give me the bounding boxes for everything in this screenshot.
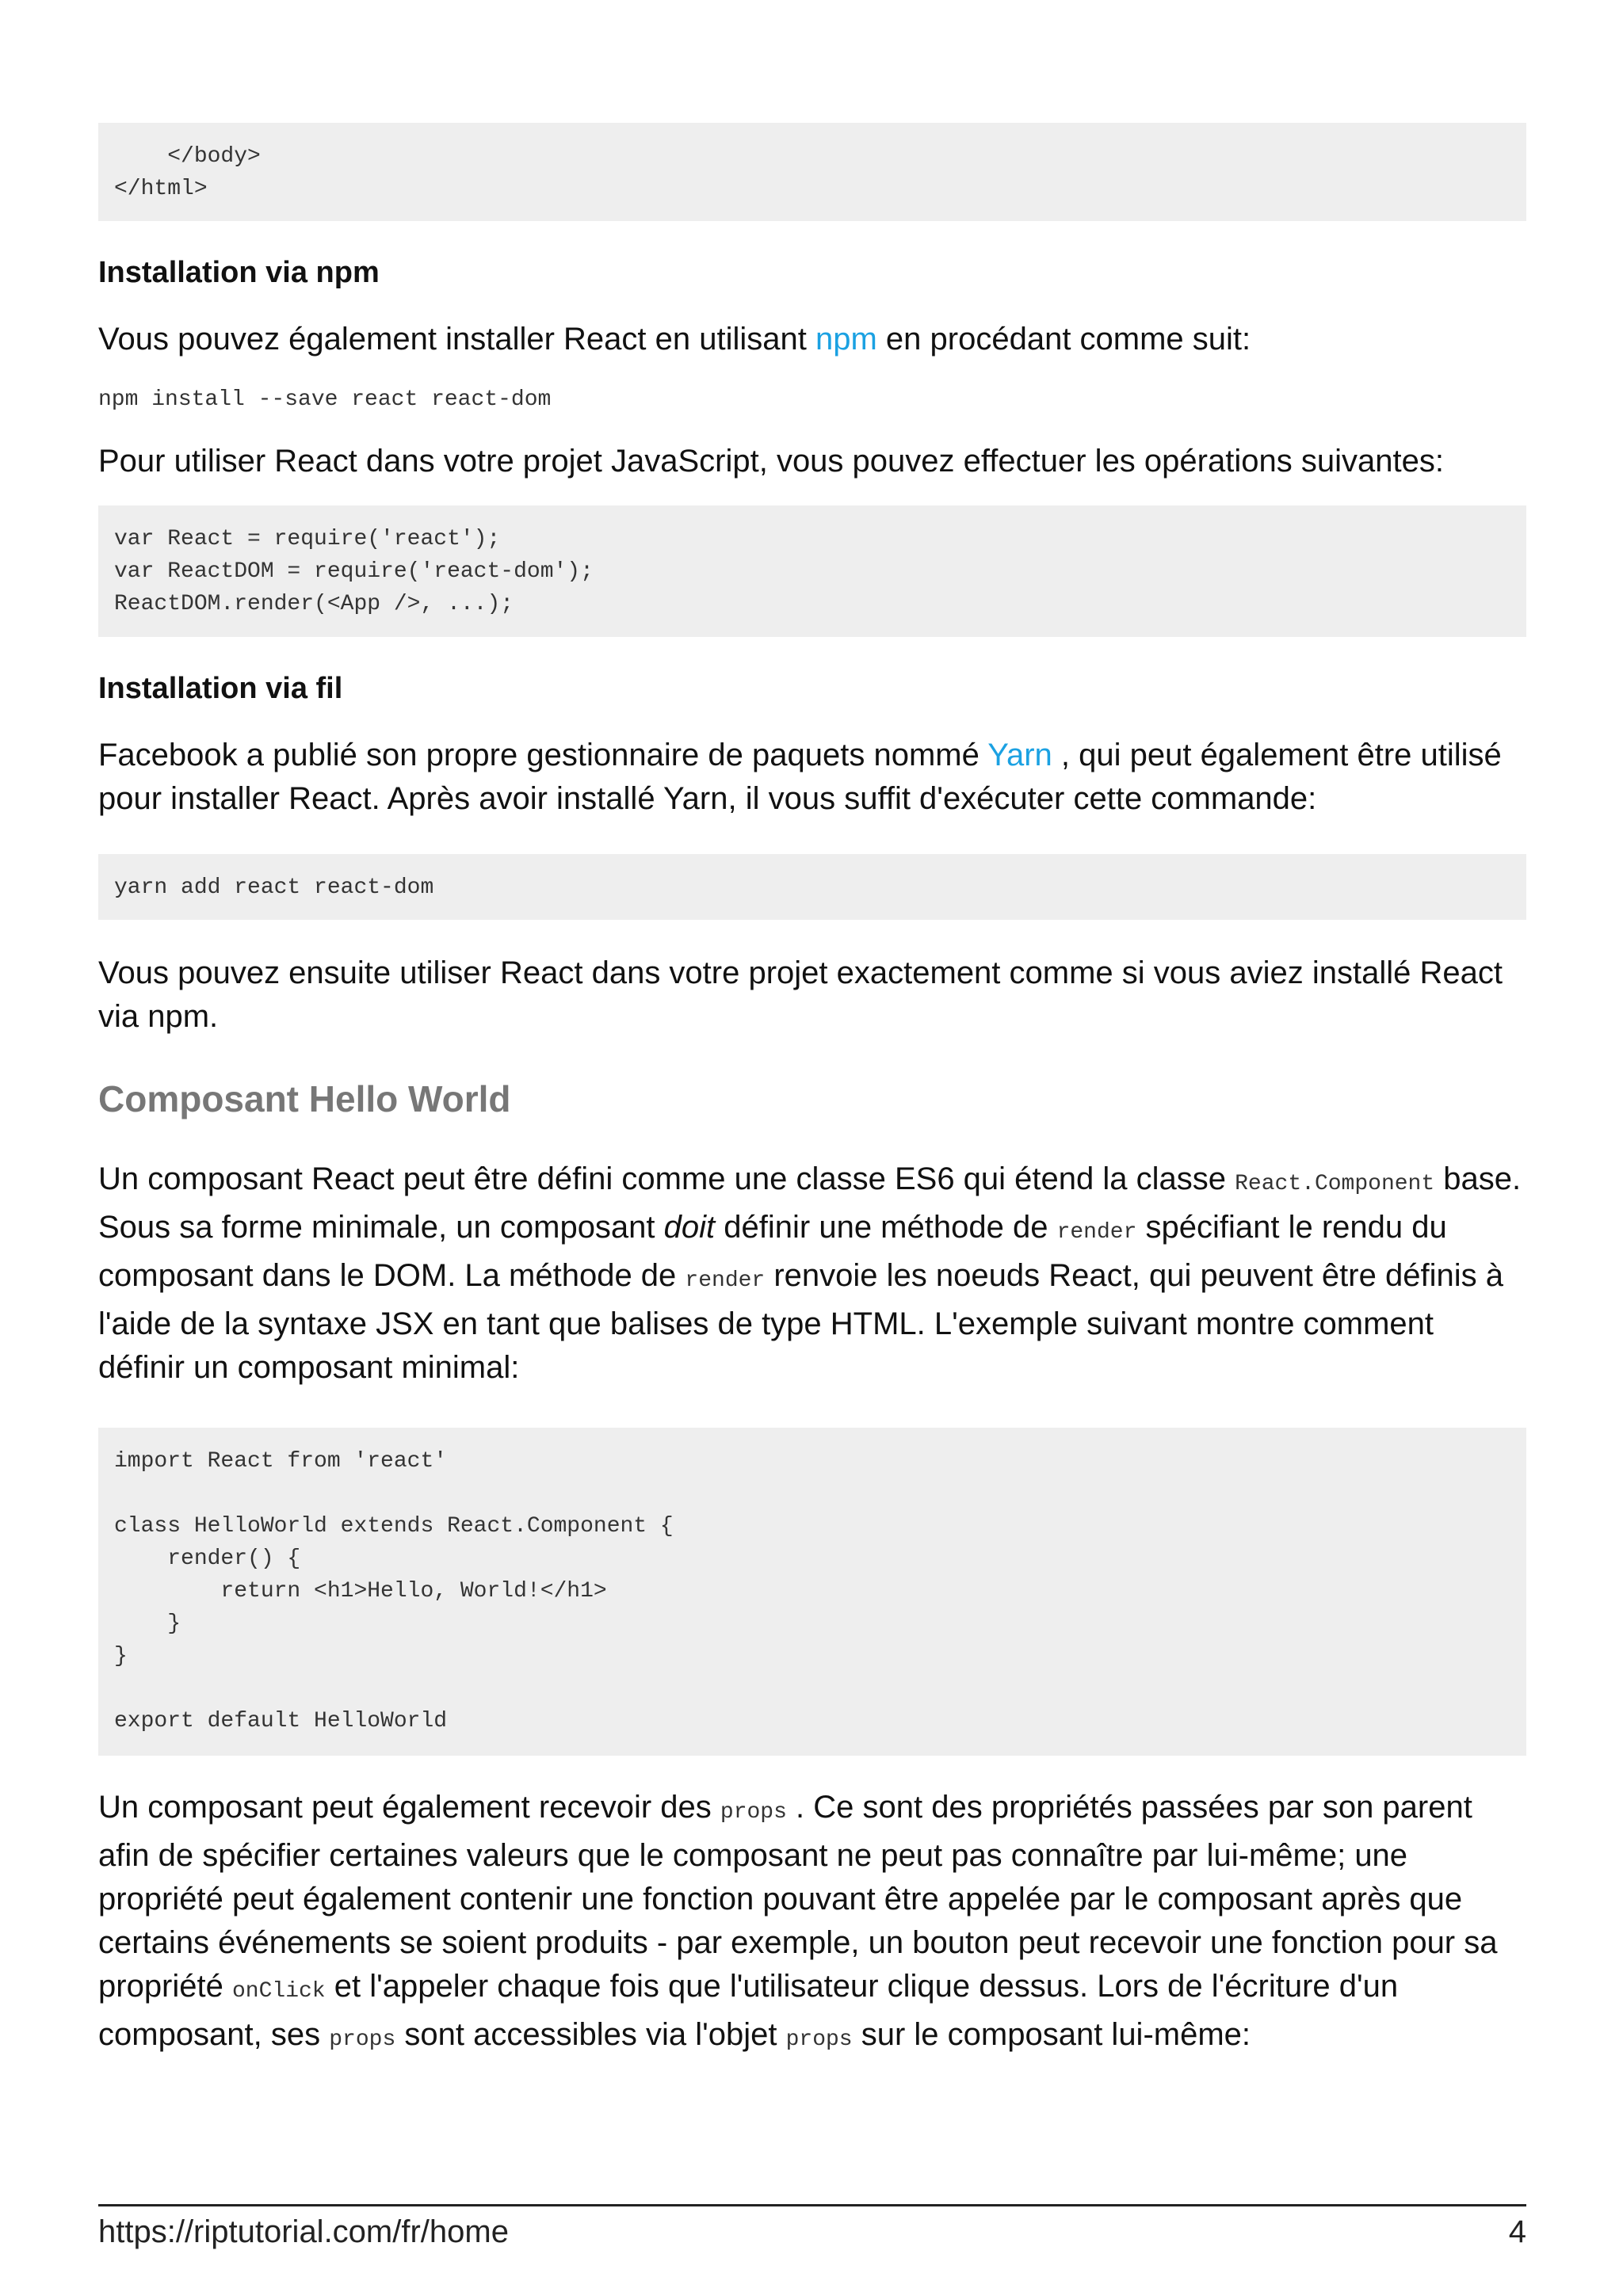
heading-install-npm: Installation via npm [98,256,380,289]
npm-intro-text: Vous pouvez également installer React en utilisant [98,322,815,357]
text-span: Un composant React peut être défini comme une classe ES6 qui étend la classe [98,1161,1235,1196]
code-block-yarn-add: yarn add react react-dom [98,854,1526,920]
heading-install-yarn: Installation via fil [98,672,343,705]
emphasis-doit: doit [663,1210,716,1245]
document-page [98,123,1526,2061]
code-render: render [1056,1220,1137,1245]
text-span: spécifiant le rendu du composant dans le DOM. La méthode de [98,1210,1447,1293]
code-line-npm-install: npm install --save react react-dom [98,387,552,412]
code-react-component: React.Component [1235,1172,1435,1196]
npm-link[interactable]: npm [815,322,877,357]
text-span: sont accessibles via l'objet [395,2017,786,2052]
npm-intro-text-after: en procédant comme suit: [876,322,1251,357]
paragraph-component-intro [98,1158,1526,1390]
text-span: sur le composant lui-même: [852,2017,1251,2052]
text-span: base. Sous sa forme minimale, un composant [98,1161,1522,1245]
text-span: Un composant peut également recevoir des [98,1790,720,1825]
code-render: render [685,1268,766,1293]
text-span: définir une méthode de [715,1210,1057,1245]
yarn-intro-text: Facebook a publié son propre gestionnaire de paquets nommé [98,738,988,772]
code-block-require: var React = require('react'); var ReactDOM = require('react-dom'); ReactDOM.render(<App />, ...); [98,505,1526,637]
code-onclick: onClick [231,1979,326,2004]
paragraph-yarn-intro [98,734,1526,821]
code-block-html-end: </body> </html> [98,123,1526,221]
paragraph-npm-intro [98,318,1526,361]
code-props: props [720,1800,787,1825]
paragraph-npm-usage: Pour utiliser React dans votre projet JavaScript, vous pouvez effectuer les opérations suivantes: [98,444,1444,479]
text-span: . Ce sont des propriétés passées par son parent afin de spécifier certaines valeurs que le composant ne peut pas connaître par lui-même; une propriété peut également contenir une fonction pouvant être appelée par le composant après que certains événements se soient produits - par exemple, un bouton peut recevoir une fonction pour sa propriété [98,1790,1498,2004]
paragraph-props [98,1786,1526,2061]
heading-hello-world: Composant Hello World [98,1078,511,1119]
code-block-hello-world: import React from 'react' class HelloWorld extends React.Component { render() { return <h1>Hello, World!</h1> } } export default HelloWorld [98,1428,1526,1756]
paragraph-yarn-usage: Vous pouvez ensuite utiliser React dans votre projet exactement comme si vous aviez installé React via npm. [98,955,1503,1034]
footer-url: https://riptutorial.com/fr/home [98,2214,509,2249]
page-number: 4 [1508,2214,1526,2249]
text-span: renvoie les noeuds React, qui peuvent être définis à l'aide de la syntaxe JSX en tant que balises de type HTML. L'exemple suivant montre comment définir un composant minimal: [98,1258,1503,1385]
text-span: et l'appeler chaque fois que l'utilisateur clique dessus. Lors de l'écriture d'un composant, ses [98,1969,1399,2052]
code-props: props [329,2027,396,2052]
code-props: props [785,2027,853,2052]
yarn-intro-text-after: , qui peut également être utilisé pour installer React. Après avoir installé Yarn, il vous suffit d'exécuter cette commande: [98,738,1502,816]
page-footer [98,2204,1526,2251]
yarn-link[interactable]: Yarn [987,738,1052,772]
